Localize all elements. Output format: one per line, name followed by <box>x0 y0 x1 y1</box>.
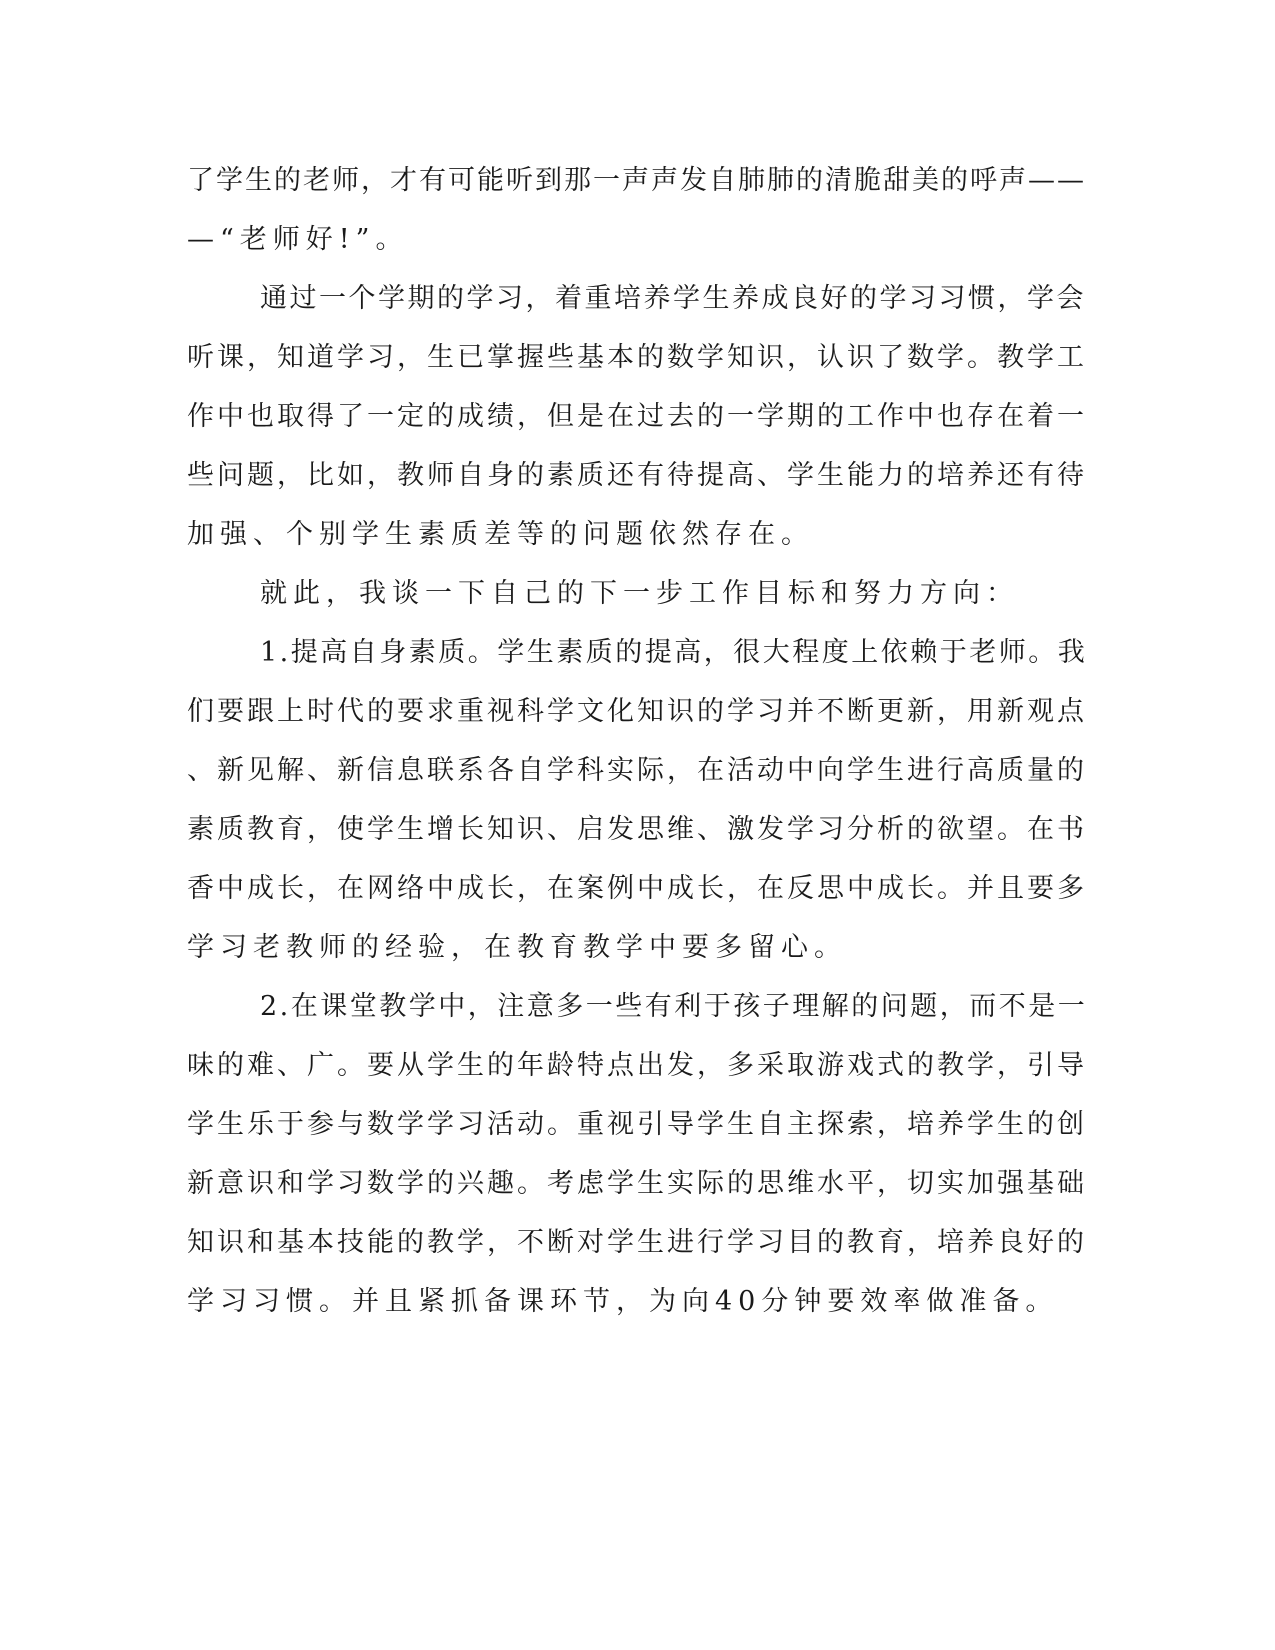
paragraph-first-line: 2.在课堂教学中，注意多一些有利于孩子理解的问题，而不是一 <box>260 991 1088 1022</box>
text-line: 素质教育，使学生增长知识、启发思维、激发学习分析的欲望。在书 <box>187 814 1087 845</box>
text-line: 了学生的老师，才有可能听到那一声声发自肺肺的清脆甜美的呼声—— <box>187 165 1086 196</box>
text-line: 学习习惯。并且紧抓备课环节，为向40分钟要效率做准备。 <box>187 1286 1059 1317</box>
text-line: 们要跟上时代的要求重视科学文化知识的学习并不断更新，用新观点 <box>187 696 1087 727</box>
text-line: 学生乐于参与数学学习活动。重视引导学生自主探索，培养学生的创 <box>187 1109 1087 1140</box>
text-line: 知识和基本技能的教学，不断对学生进行学习目的教育，培养良好的 <box>187 1227 1087 1258</box>
text-line: 新意识和学习数学的兴趣。考虑学生实际的思维水平，切实加强基础 <box>187 1168 1087 1199</box>
paragraph-first-line: 通过一个学期的学习，着重培养学生养成良好的学习习惯，学会 <box>260 283 1086 314</box>
text-line: 学习老教师的经验，在教育教学中要多留心。 <box>187 932 847 963</box>
text-line: 些问题，比如，教师自身的素质还有待提高、学生能力的培养还有待 <box>187 460 1087 491</box>
text-line: 听课，知道学习，生已掌握些基本的数学知识，认识了数学。教学工 <box>187 342 1087 373</box>
text-line: 加强、个别学生素质差等的问题依然存在。 <box>187 519 814 550</box>
text-line: 香中成长，在网络中成长，在案例中成长，在反思中成长。并且要多 <box>187 873 1087 904</box>
text-line: 、新见解、新信息联系各自学科实际，在活动中向学生进行高质量的 <box>187 755 1087 786</box>
paragraph-first-line: 1.提高自身素质。学生素质的提高，很大程度上依赖于老师。我 <box>260 637 1088 668</box>
text-line: —“老师好!”。 <box>187 224 409 255</box>
text-line: 作中也取得了一定的成绩，但是在过去的一学期的工作中也存在着一 <box>187 401 1087 432</box>
paragraph-first-line: 就此，我谈一下自己的下一步工作目标和努力方向： <box>260 578 1019 609</box>
text-line: 味的难、广。要从学生的年龄特点出发，多采取游戏式的教学，引导 <box>187 1050 1087 1081</box>
